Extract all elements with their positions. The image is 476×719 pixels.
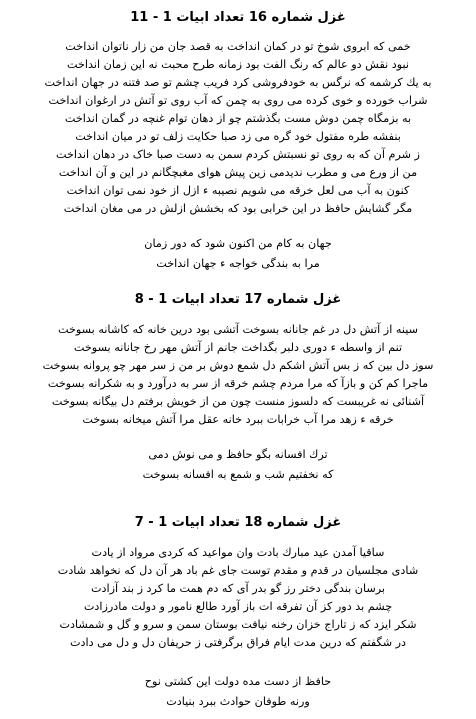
verse-line: در شگفتم که درین مدت ایام فراق برگرفتی ز حریفان دل و دل می دادت bbox=[69, 636, 407, 649]
verse-line: به یك كرشمه كه نرگس به خودفروشی كرد فریب چشم تو صد فتنه در جهان انداخت bbox=[44, 76, 432, 89]
verse-line: آشنائی نه غریبست که دلسوز منست چون من از خویش برفتم دل بیگانه بسوخت bbox=[51, 395, 425, 408]
verse-line: سینه از آتش دل در غم جانانه بسوخت آتشی بود درین خانه که کاشانه بسوخت bbox=[57, 323, 418, 336]
verse-line: برسان بندگی دختر رز گو بدر آی که دم همت ما کرد ز بند آزادت bbox=[90, 582, 386, 595]
verse-line: سوز دل بین که ز بس آتش اشکم دل شمع دوش بر من ز سر مهر چو پروانه بسوخت bbox=[42, 359, 434, 372]
closing-couplet-line: که نخفتیم شب و شمع به افسانه بسوخت bbox=[142, 468, 334, 481]
verse-line: کنون به آب می لعل خرقه می شویم نصیبه ء ازل از خود نمی توان انداخت bbox=[66, 184, 410, 197]
closing-couplet-line: حافظ از دست مده دولت این کشتی نوح bbox=[144, 675, 332, 688]
verse-line: شادی مجلسیان در قدم و مقدم توست جای غم باد هر آن دل که نخواهد شادت bbox=[57, 564, 419, 577]
closing-couplet-line: جهان به کام من اکنون شود که دور زمان bbox=[144, 237, 332, 250]
ghazal-title: غزل شماره 16 تعداد ابیات 1 - 11 bbox=[130, 10, 346, 25]
closing-couplet-line: مرا به بندگی خواجه ء جهان انداخت bbox=[156, 257, 320, 270]
ghazal-title: غزل شماره 17 تعداد ابیات 1 - 8 bbox=[134, 292, 342, 307]
verse-line: ز شرم آن که به روی تو نسبتش کردم سمن به دست صبا خاک در دهان انداخت bbox=[56, 148, 420, 161]
verse-line: مگر گشایش حافظ در این خرابی بود که بخشش ازلش در می مغان انداخت bbox=[63, 202, 413, 215]
verse-line: نبود نقش دو عالم که رنگ الفت بود زمانه طرح محبت نه این زمان انداخت bbox=[66, 58, 410, 71]
ghazal-title: غزل شماره 18 تعداد ابیات 1 - 7 bbox=[134, 515, 342, 530]
verse-line: چشم بد دور کز آن تفرقه ات باز آورد طالع نامور و دولت مادرزادت bbox=[83, 600, 393, 613]
verse-line: ساقیا آمدن عید مبارك بادت وان مواعید كه كردی مرواد از یادت bbox=[91, 546, 385, 559]
verse-line: شراب خورده و خوی کرده می روی به چمن که آب روی تو آتش در ارغوان انداخت bbox=[48, 94, 428, 107]
verse-line: تنم از واسطه ء دوری دلبر بگداخت جانم از آتش مهر رخ جانانه بسوخت bbox=[73, 341, 403, 354]
verse-line: خمی که ابروی شوخ تو در کمان انداخت به قصد جان من زار ناتوان انداخت bbox=[65, 40, 411, 53]
verse-line: خرقه ء زهد مرا آب خرابات ببرد خانه عقل مرا آتش میخانه بسوخت bbox=[82, 413, 394, 426]
closing-couplet-line: ورنه طوفان حوادث ببرد بنیادت bbox=[166, 695, 310, 708]
closing-couplet-line: ترك افسانه بگو حافظ و می نوش دمی bbox=[148, 448, 328, 461]
verse-line: شکر ایزد که ز تاراج خزان رخنه نیافت بوستان سمن و سرو و گل و شمشادت bbox=[59, 618, 417, 631]
verse-line: به بزمگاه چمن دوش مست بگذشتم چو از دهان توام غنچه در گمان انداخت bbox=[64, 112, 412, 125]
verse-line: من از ورع می و مطرب ندیدمی زین پیش هوای مغبچگانم در این و آن انداخت bbox=[58, 166, 418, 179]
verse-line: بنفشه طره مفتول خود گره می زد صبا حکایت زلف تو در میان انداخت bbox=[75, 130, 401, 143]
verse-line: ماجرا کم کن و بازآ که مرا مردم چشم خرقه از سر به درآورد و به شکرانه بسوخت bbox=[47, 377, 429, 390]
